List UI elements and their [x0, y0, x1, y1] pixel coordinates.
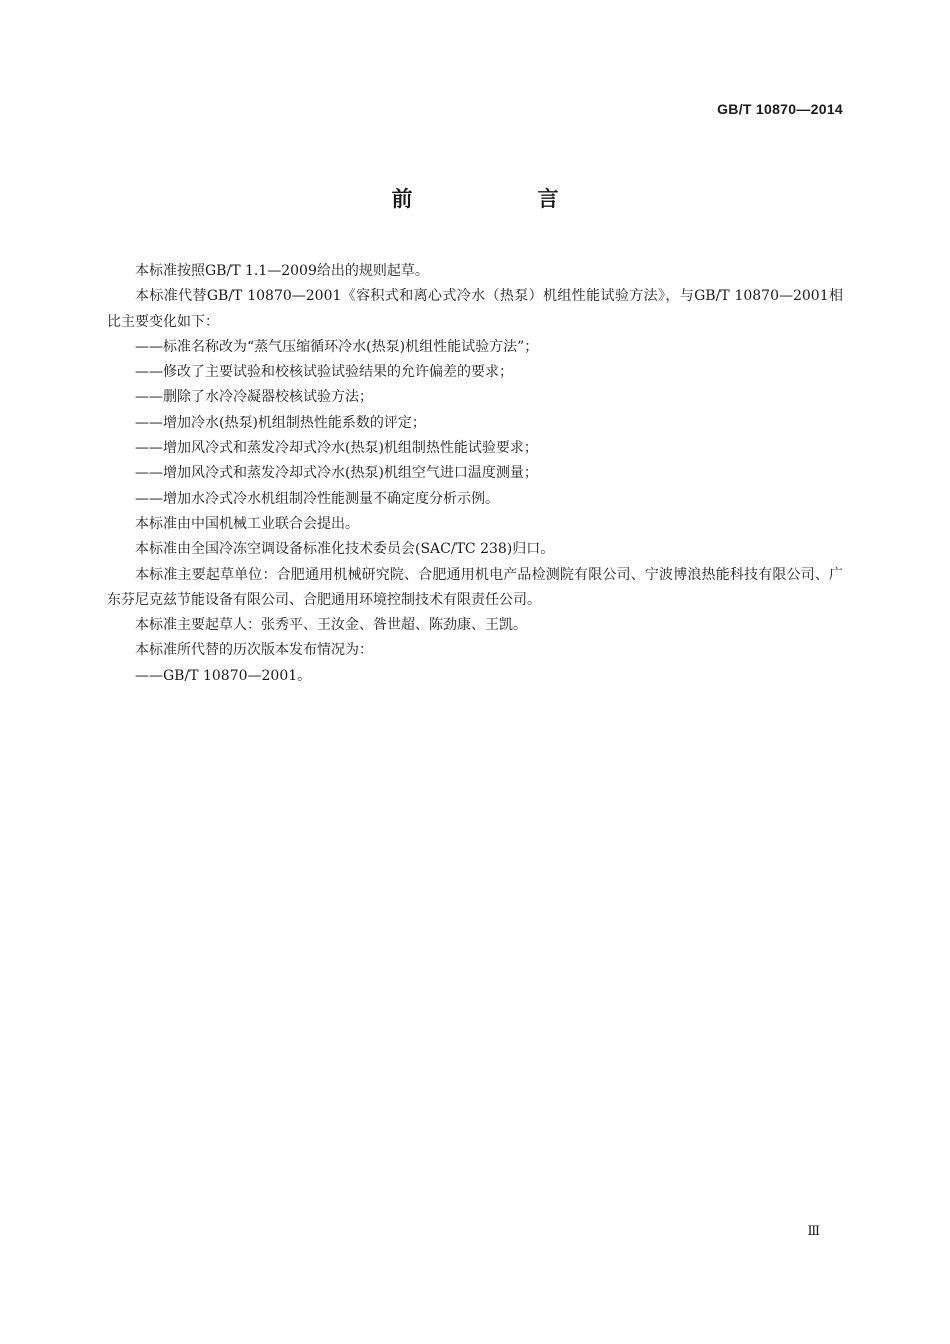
page-number: Ⅲ	[807, 1224, 820, 1239]
paragraph-drafting-units: 本标准主要起草单位：合肥通用机械研究院、合肥通用机电产品检测院有限公司、宁波博浪热能科技有限公司、广东芬尼克兹节能设备有限公司、合肥通用环境控制技术有限责任公司。	[107, 566, 843, 608]
page-title: 前 言	[391, 187, 611, 211]
paragraph-drafting-rules: 本标准按照GB/T 1.1—2009给出的规则起草。	[135, 263, 429, 279]
paragraph-proposer: 本标准由中国机械工业联合会提出。	[135, 515, 359, 532]
paragraph-committee: 本标准由全国冷冻空调设备标准化技术委员会(SAC/TC 238)归口。	[135, 541, 555, 558]
list-item: ——增加冷水(热泵)机组制热性能系数的评定；	[135, 414, 426, 431]
history-list	[107, 664, 843, 689]
paragraph-drafters: 本标准主要起草人：张秀平、王汝金、昝世超、陈劲康、王凯。	[135, 617, 527, 634]
list-item: ——删除了水冷冷凝器校核试验方法；	[135, 389, 373, 406]
list-item: ——GB/T 10870—2001。	[135, 667, 312, 684]
standard-code: GB/T 10870—2014	[717, 101, 843, 117]
list-item: ——增加水冷式冷水机组制冷性能测量不确定度分析示例。	[135, 490, 499, 507]
list-item: ——修改了主要试验和校核试验试验结果的允许偏差的要求；	[135, 364, 513, 381]
changes-list	[107, 335, 843, 512]
list-item: ——标准名称改为“蒸气压缩循环冷水(热泵)机组性能试验方法”；	[135, 338, 539, 355]
foreword-body	[107, 259, 843, 689]
paragraph-history-intro: 本标准所代替的历次版本发布情况为：	[135, 642, 373, 659]
paragraph-replacement: 本标准代替GB/T 10870—2001《容积式和离心式冷水（热泵）机组性能试验方法》，与GB/T 10870—2001相比主要变化如下：	[107, 288, 843, 330]
list-item: ——增加风冷式和蒸发冷却式冷水(热泵)机组空气进口温度测量；	[135, 465, 538, 482]
list-item: ——增加风冷式和蒸发冷却式冷水(热泵)机组制热性能试验要求；	[135, 440, 538, 457]
